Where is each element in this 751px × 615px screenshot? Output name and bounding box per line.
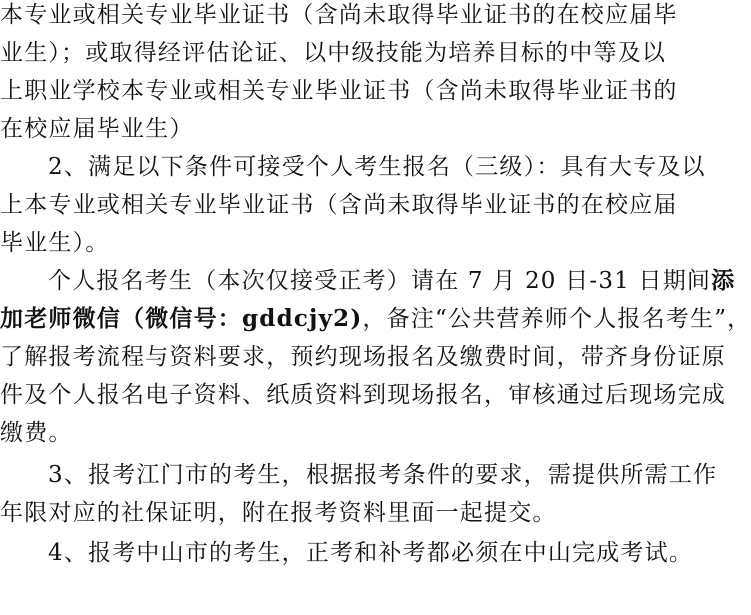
para3-line5: 缴费。 — [0, 420, 73, 446]
para5-line1: 4、报考中山市的考生，正考和补考都必须在中山完成考试。 — [48, 540, 694, 566]
para3-line3: 了解报考流程与资料要求，预约现场报名及缴费时间，带齐身份证原 — [0, 344, 726, 370]
para1-line1: 本专业或相关专业毕业证书（含尚未取得毕业证书的在校应届毕 — [0, 2, 678, 28]
para3-line1-bold: 添 — [711, 267, 736, 294]
wechat-contact-text: 加老师微信（微信号：gddcjy2) — [0, 305, 363, 332]
para1-line2: 业生）；或取得经评估论证、以中级技能为培养目标的中等及以 — [0, 40, 667, 66]
para4-line2: 年限对应的社保证明，附在报考资料里面一起提交。 — [0, 500, 557, 526]
para2-line3: 毕业生）。 — [0, 230, 110, 256]
para4-line1: 3、报考江门市的考生，根据报考条件的要求，需提供所需工作 — [48, 462, 718, 488]
para1-line4: 在校应届毕业生） — [0, 116, 194, 142]
para2-line1: 2、满足以下条件可接受个人考生报名（三级）：具有大专及以 — [48, 154, 706, 180]
para3-line1 — [48, 262, 735, 300]
para3-line2-text: ，备注“公共营养师个人报名考生”， — [362, 306, 751, 332]
para3-line4: 件及个人报名电子资料、纸质资料到现场报名，审核通过后现场完成 — [0, 382, 726, 408]
para3-line1-text: 个人报名考生（本次仅接受正考）请在 7 月 20 日-31 日期间 — [48, 268, 712, 294]
para2-line2: 上本专业或相关专业毕业证书（含尚未取得毕业证书的在校应届 — [0, 192, 678, 218]
para1-line3: 上职业学校本专业或相关专业毕业证书（含尚未取得毕业证书的 — [0, 78, 678, 104]
para3-line2 — [0, 300, 751, 338]
